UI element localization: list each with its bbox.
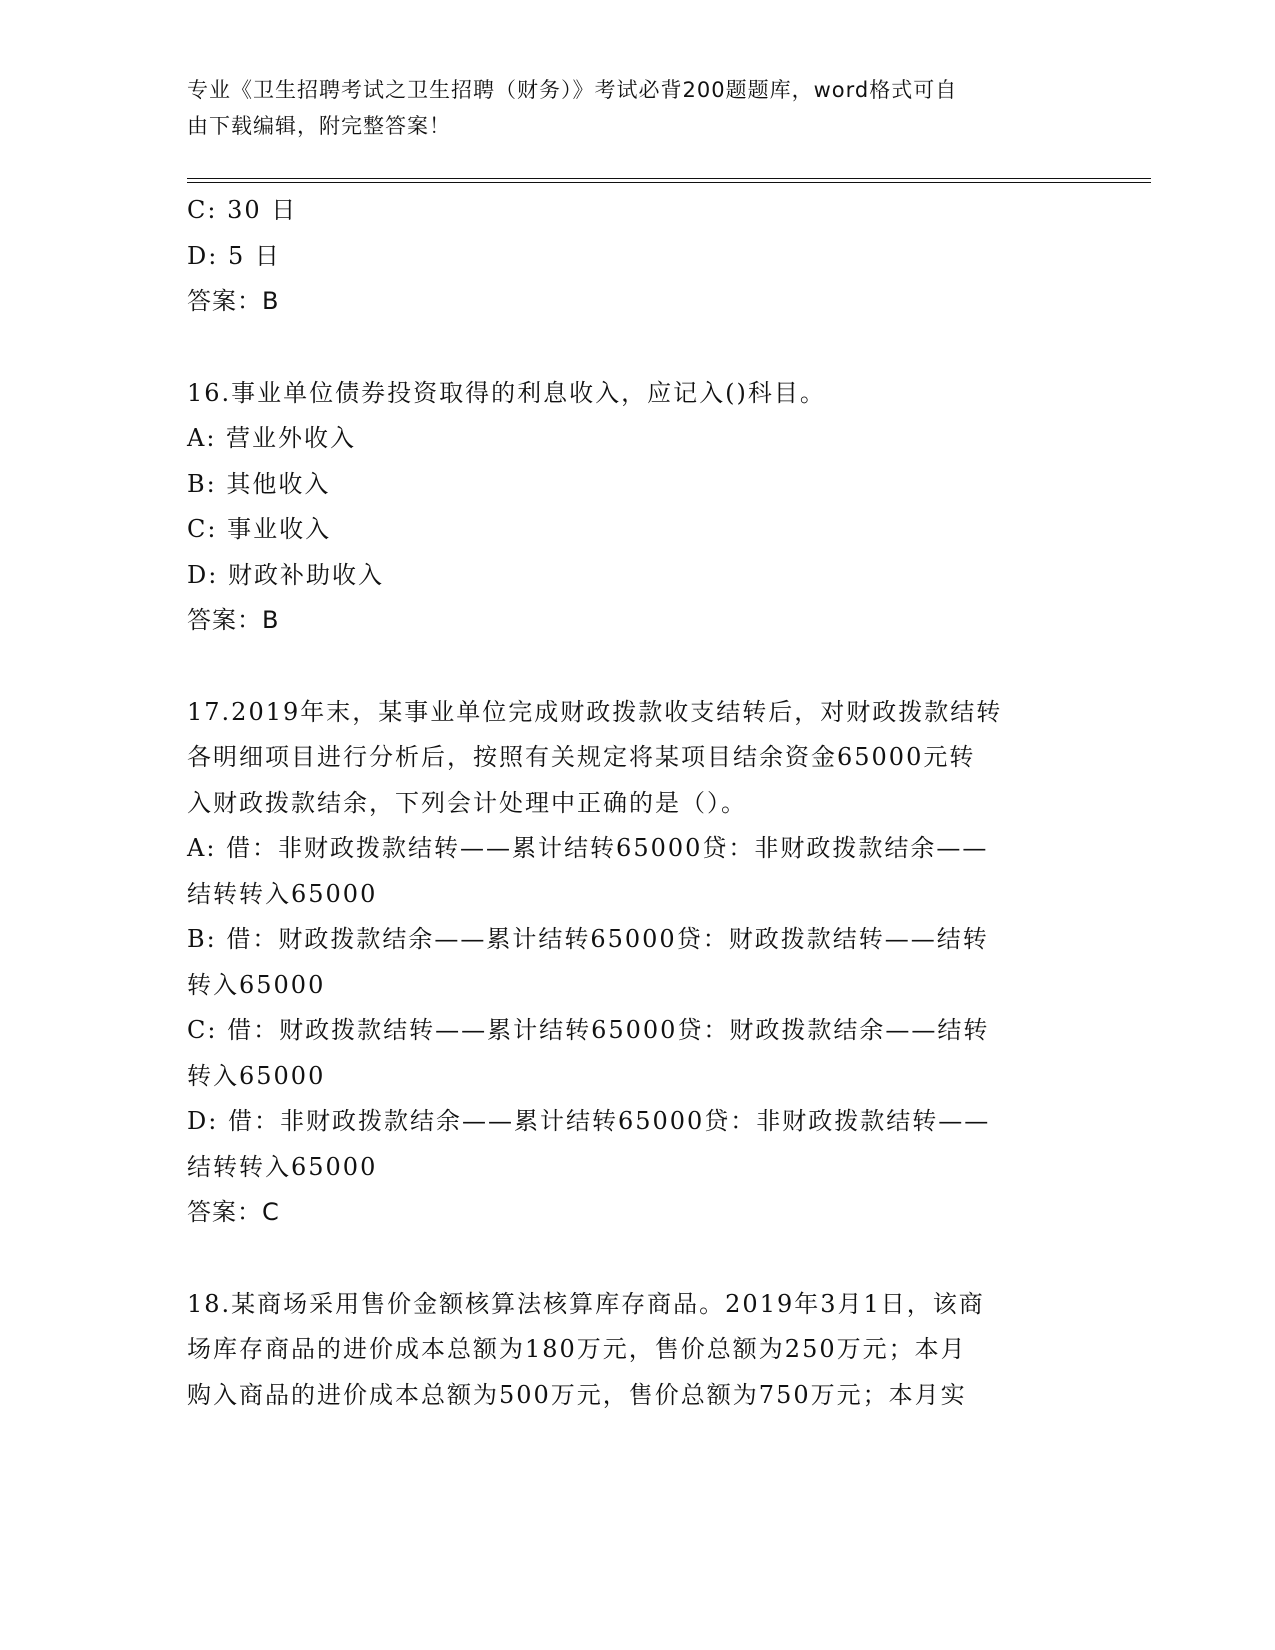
answer: 答案：C — [187, 1198, 280, 1226]
option-a: A: 借：非财政拨款结转——累计结转65000贷：非财政拨款结余—— — [187, 834, 989, 862]
option-a-continued: 结转转入65000 — [187, 879, 378, 908]
question-list — [187, 188, 1087, 1418]
answer: 答案：B — [187, 287, 280, 315]
header-divider-top — [187, 178, 1151, 179]
header-divider-bottom — [187, 182, 1151, 183]
question-stem-line: 各明细项目进行分析后，按照有关规定将某项目结余资金65000元转 — [187, 743, 976, 771]
option-a: A: 营业外收入 — [187, 424, 357, 452]
option-d: D: 借：非财政拨款结余——累计结转65000贷：非财政拨款结转—— — [187, 1107, 991, 1135]
option-c: C: 30 日 — [187, 196, 298, 224]
option-c-continued: 转入65000 — [187, 1061, 326, 1090]
document-header — [187, 72, 1067, 144]
question-stem-line: 18.某商场采用售价金额核算法核算库存商品。2019年3月1日，该商 — [187, 1289, 985, 1318]
option-b: B: 借：财政拨款结余——累计结转65000贷：财政拨款结转——结转 — [187, 925, 989, 953]
question-stem: 16.事业单位债券投资取得的利息收入，应记入()科目。 — [187, 378, 826, 407]
question-15-tail — [187, 188, 1087, 325]
option-b-continued: 转入65000 — [187, 970, 326, 999]
header-line-1: 专业《卫生招聘考试之卫生招聘（财务）》考试必背200题题库，word格式可自 — [187, 78, 958, 102]
question-16 — [187, 371, 1087, 644]
option-c: C: 事业收入 — [187, 515, 332, 543]
option-c: C: 借：财政拨款结转——累计结转65000贷：财政拨款结余——结转 — [187, 1016, 990, 1044]
header-line-2: 由下载编辑，附完整答案！ — [187, 114, 451, 138]
question-18 — [187, 1282, 1087, 1419]
option-b: B: 其他收入 — [187, 469, 331, 498]
option-d: D: 5 日 — [187, 241, 281, 270]
option-d: D: 财政补助收入 — [187, 560, 384, 589]
option-d-continued: 结转转入65000 — [187, 1152, 378, 1181]
spacer — [187, 1236, 1087, 1282]
question-stem-line: 场库存商品的进价成本总额为180万元，售价总额为250万元；本月 — [187, 1335, 967, 1363]
spacer — [187, 325, 1087, 371]
question-stem-line: 17.2019年末，某事业单位完成财政拨款收支结转后，对财政拨款结转 — [187, 697, 1003, 726]
spacer — [187, 644, 1087, 690]
question-stem-line: 购入商品的进价成本总额为500万元，售价总额为750万元；本月实 — [187, 1380, 967, 1409]
question-17 — [187, 690, 1087, 1236]
question-stem-line: 入财政拨款结余，下列会计处理中正确的是（）。 — [187, 788, 747, 817]
answer: 答案：B — [187, 606, 280, 634]
